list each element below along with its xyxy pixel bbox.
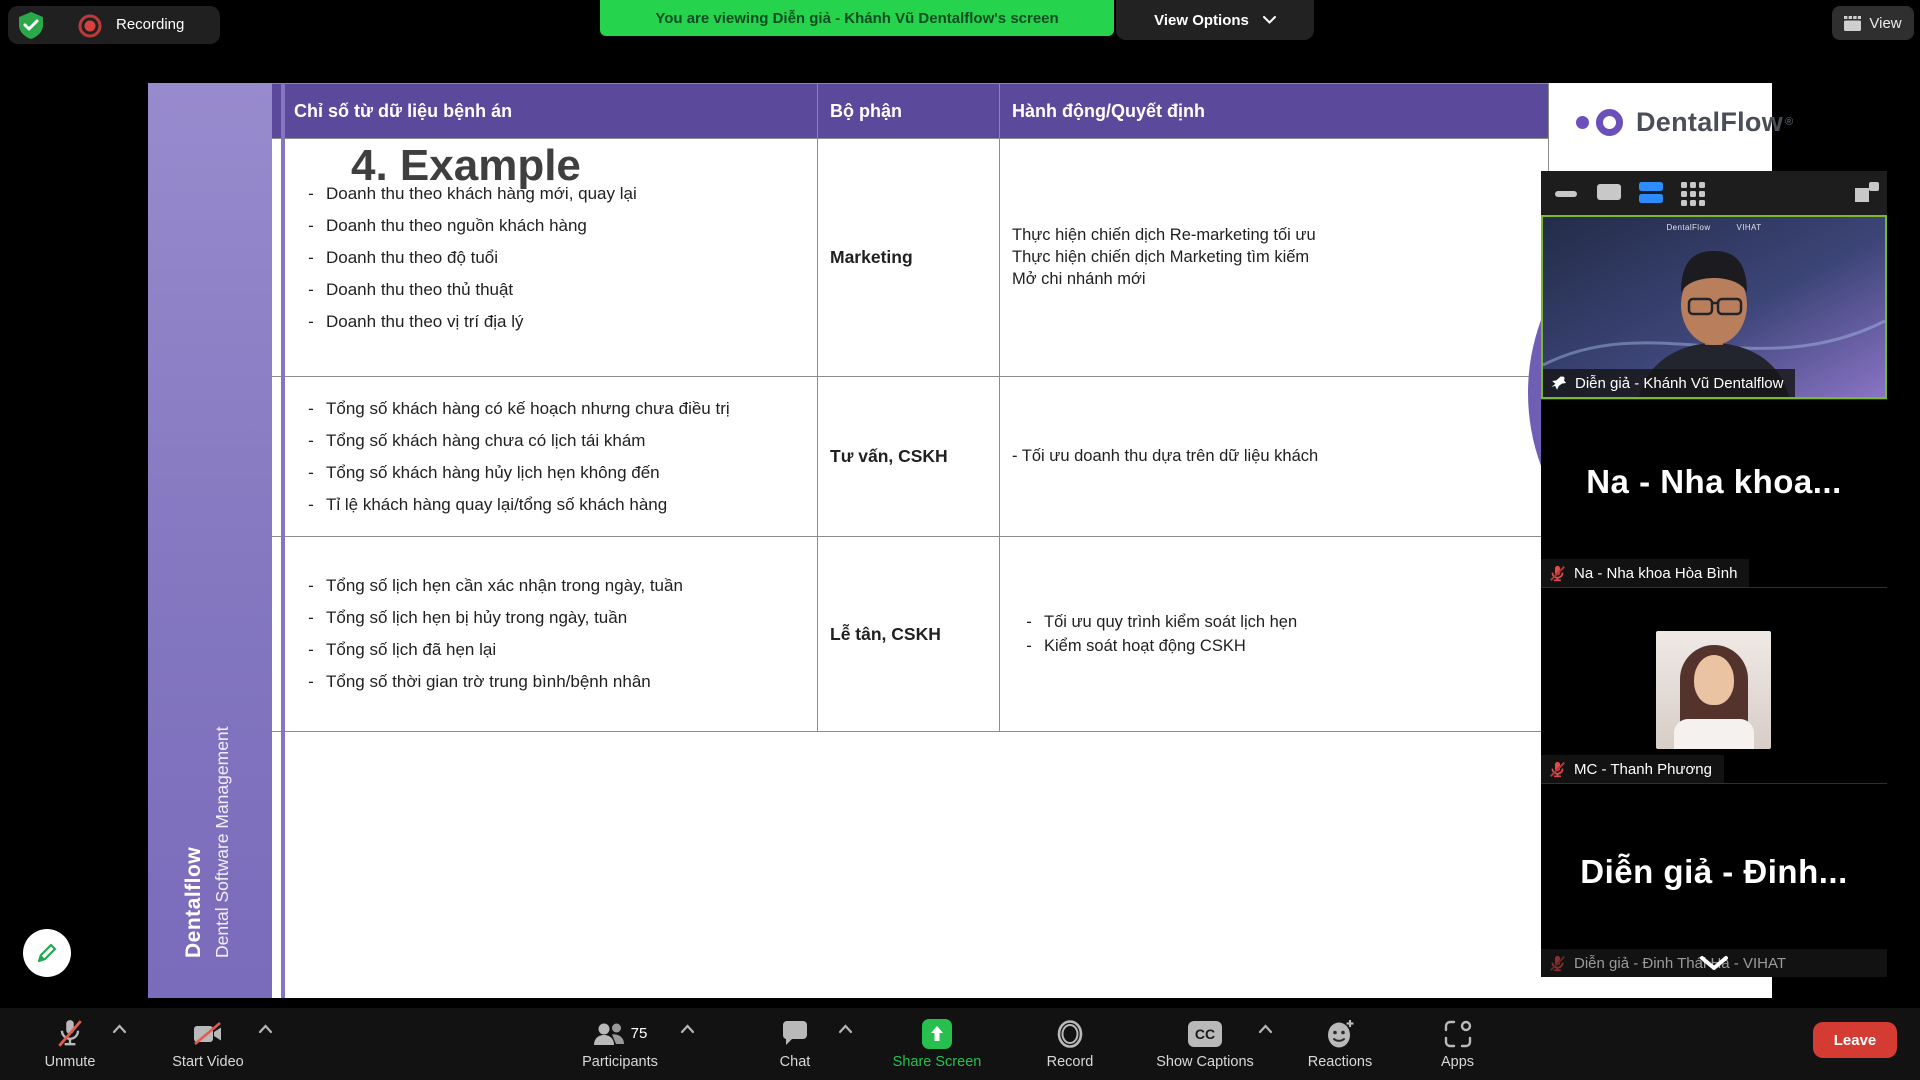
metric-item: - Doanh thu theo thủ thuật	[282, 279, 817, 301]
participant-name-tag	[1541, 755, 1724, 783]
captions-options-chevron[interactable]	[1258, 1024, 1273, 1034]
gallery-view-icon[interactable]	[1681, 182, 1705, 206]
participant-name: Na - Nha khoa Hòa Bình	[1574, 564, 1738, 582]
action-item: - Tối ưu quy trình kiểm soát lịch hẹn	[1000, 611, 1548, 633]
view-options-button[interactable]	[1116, 0, 1314, 40]
action-item: - Tối ưu doanh thu dựa trên dữ liệu khách	[1012, 447, 1319, 465]
participant-big-name: Diễn giả - Đinh...	[1580, 852, 1848, 890]
participant-name-tag	[1543, 369, 1795, 397]
metric-item: - Doanh thu theo độ tuổi	[282, 247, 817, 269]
metric-item: - Tổng số lịch đã hẹn lại	[282, 639, 817, 661]
chat-options-chevron[interactable]	[838, 1024, 853, 1034]
reactions-label: Reactions	[1307, 1053, 1373, 1070]
chat-icon	[781, 1021, 809, 1047]
video-watermarks	[1543, 223, 1885, 232]
speaker-view-icon[interactable]	[1597, 182, 1621, 202]
scroll-more-participants-chevron[interactable]	[1699, 956, 1729, 971]
view-button-label: View	[1869, 14, 1902, 32]
recording-icon	[78, 14, 102, 38]
action-item: Thực hiện chiến dịch Marketing tìm kiếm	[1012, 248, 1310, 266]
table-cell-department: Marketing	[818, 139, 1000, 377]
view-layout-button[interactable]	[1832, 6, 1914, 40]
metric-item: - Tỉ lệ khách hàng quay lại/tổng số khách hàng	[282, 494, 817, 516]
popout-panel-icon[interactable]	[1853, 182, 1879, 204]
participants-panel	[1541, 171, 1887, 977]
metric-item: - Doanh thu theo vị trí địa lý	[282, 311, 817, 333]
table-cell-actions	[1000, 139, 1549, 377]
participant-big-name: Na - Nha khoa...	[1586, 462, 1842, 500]
security-shield-icon[interactable]	[16, 10, 46, 40]
video-tile-speaker[interactable]	[1541, 215, 1887, 399]
muted-mic-icon	[1549, 955, 1566, 972]
table-cell-actions	[1000, 377, 1549, 537]
video-options-chevron[interactable]	[258, 1024, 273, 1034]
record-button[interactable]	[1020, 1008, 1120, 1080]
record-icon	[1056, 1020, 1084, 1048]
apps-button[interactable]	[1410, 1008, 1505, 1080]
start-video-button[interactable]	[148, 1008, 268, 1080]
metric-item: - Doanh thu theo nguồn khách hàng	[282, 215, 817, 237]
muted-mic-icon	[1549, 761, 1566, 778]
chat-label: Chat	[779, 1053, 811, 1070]
reactions-button[interactable]	[1285, 1008, 1395, 1080]
recording-label: Recording	[116, 16, 185, 33]
slide-sidebar-accent-line	[281, 83, 285, 998]
table-header-metrics: Chỉ số từ dữ liệu bệnh án	[282, 84, 818, 139]
reactions-icon	[1325, 1019, 1355, 1049]
logo-text: DentalFlow	[1636, 106, 1784, 137]
photo-blouse	[1674, 719, 1754, 749]
metric-item: - Tổng số thời gian trờ trung bình/bệnh nhân	[282, 671, 817, 693]
table-cell-department: Lễ tân, CSKH	[818, 537, 1000, 732]
audio-options-chevron[interactable]	[112, 1024, 127, 1034]
pencil-icon	[35, 941, 59, 965]
logo-registered-mark: ®	[1785, 116, 1794, 128]
show-captions-label: Show Captions	[1156, 1053, 1254, 1070]
annotate-button[interactable]	[23, 929, 71, 977]
sidebar-brand-vertical: Dentalflow	[182, 846, 205, 958]
participant-name: Diễn giả - Đinh Thái Hà - VIHAT	[1574, 954, 1787, 972]
shared-screen-slide	[148, 83, 1794, 998]
dentalflow-logo	[1576, 101, 1793, 143]
metric-item: - Tổng số khách hàng hủy lịch hẹn không đến	[282, 462, 817, 484]
logo-dot-icon	[1576, 116, 1589, 129]
table-cell-department: Tư vấn, CSKH	[818, 377, 1000, 537]
share-screen-label: Share Screen	[892, 1053, 982, 1070]
strip-view-icon[interactable]	[1639, 182, 1663, 204]
show-captions-button[interactable]	[1135, 1008, 1275, 1080]
share-screen-button[interactable]	[872, 1008, 1002, 1080]
pin-icon	[1551, 375, 1567, 391]
slide-sidebar-strip	[148, 83, 272, 998]
muted-mic-icon	[1549, 565, 1566, 582]
apps-label: Apps	[1440, 1053, 1475, 1070]
unmute-label: Unmute	[44, 1053, 96, 1070]
sidebar-tagline-vertical: Dental Software Management	[212, 726, 232, 958]
action-item: Mở chi nhánh mới	[1012, 270, 1146, 288]
chevron-down-icon	[1263, 16, 1276, 24]
share-screen-icon	[922, 1019, 952, 1049]
video-off-icon	[192, 1021, 224, 1047]
table-header-action: Hành động/Quyết định	[1000, 84, 1549, 139]
unmute-button[interactable]	[20, 1008, 120, 1080]
table-cell-metrics	[282, 377, 818, 537]
leave-button[interactable]: Leave	[1813, 1022, 1897, 1058]
captions-icon: CC	[1188, 1021, 1222, 1047]
participant-name: MC - Thanh Phương	[1574, 760, 1712, 778]
participants-count: 75	[630, 1025, 648, 1042]
logo-ring-icon	[1596, 109, 1623, 136]
muted-mic-icon	[57, 1019, 83, 1049]
metric-item: - Tổng số khách hàng có kế hoạch nhưng chưa điều trị	[282, 398, 817, 420]
participants-icon	[593, 1021, 625, 1047]
metric-item: - Doanh thu theo khách hàng mới, quay lại	[282, 183, 817, 205]
participant-name-tag	[1541, 559, 1749, 587]
video-tile-participant[interactable]	[1541, 587, 1887, 783]
record-label: Record	[1046, 1053, 1094, 1070]
table-header-department: Bộ phận	[818, 84, 1000, 139]
photo-face	[1694, 655, 1734, 705]
metric-item: - Tổng số lịch hẹn bị hủy trong ngày, tuần	[282, 607, 817, 629]
viewing-screen-banner: You are viewing Diễn giả - Khánh Vũ Dentalflow's screen	[600, 0, 1114, 36]
panel-view-controls	[1541, 171, 1887, 215]
participants-label: Participants	[582, 1053, 658, 1070]
metric-item: - Tổng số lịch hẹn cần xác nhận trong ngày, tuần	[282, 575, 817, 597]
minimize-panel-icon[interactable]	[1555, 191, 1577, 197]
chat-button[interactable]	[745, 1008, 845, 1080]
apps-icon	[1444, 1020, 1472, 1048]
metric-item: - Tổng số khách hàng chưa có lịch tái khám	[282, 430, 817, 452]
grid-view-icon	[1844, 16, 1861, 31]
participants-button[interactable]	[555, 1008, 685, 1080]
table-cell-metrics	[282, 537, 818, 732]
action-item: Thực hiện chiến dịch Re-marketing tối ưu	[1012, 226, 1316, 244]
action-item: - Kiểm soát hoạt động CSKH	[1000, 635, 1548, 657]
video-tile-participant[interactable]	[1541, 783, 1887, 977]
slide-title: 4. Example	[351, 141, 581, 190]
start-video-label: Start Video	[172, 1053, 244, 1070]
watermark-dentalflow: DentalFlow	[1666, 223, 1711, 232]
participant-photo	[1656, 631, 1771, 749]
video-tile-participant[interactable]	[1541, 399, 1887, 587]
view-options-label: View Options	[1154, 11, 1249, 29]
participant-name: Diễn giả - Khánh Vũ Dentalflow	[1575, 374, 1784, 392]
participants-options-chevron[interactable]	[680, 1024, 695, 1034]
watermark-vihat: VIHAT	[1736, 223, 1762, 232]
table-cell-actions	[1000, 537, 1549, 732]
